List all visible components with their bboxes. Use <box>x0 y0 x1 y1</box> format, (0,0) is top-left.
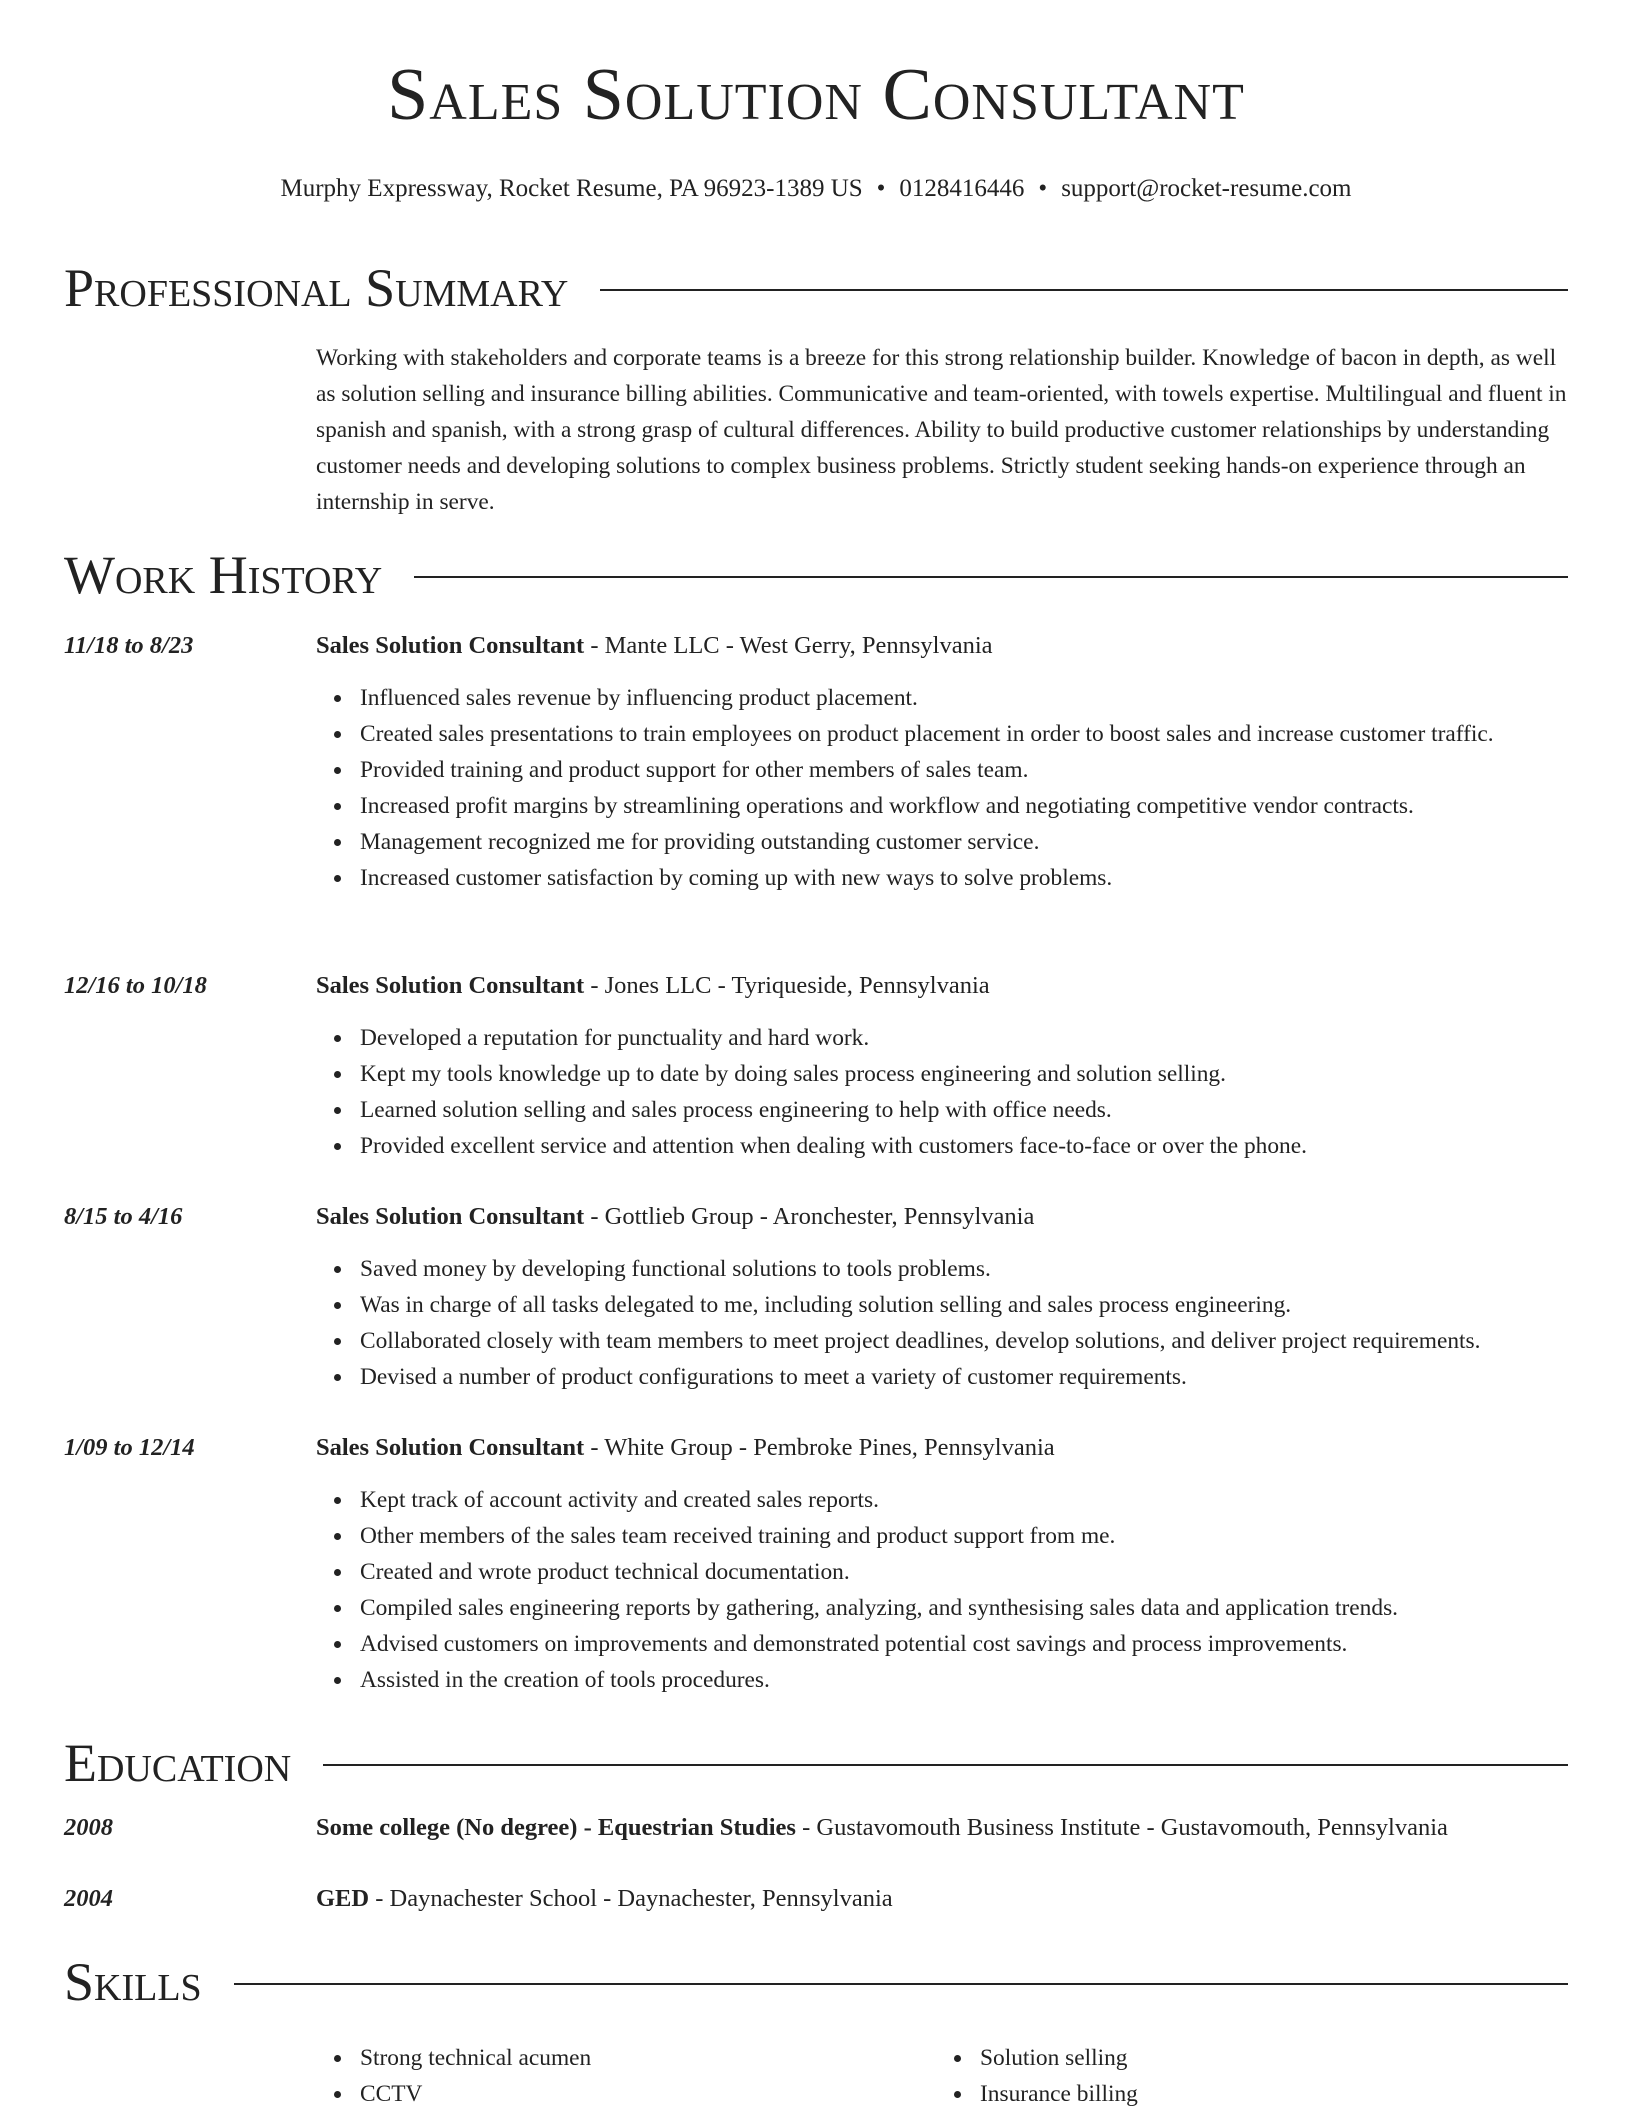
skills-list <box>316 2040 1572 2112</box>
education-school: - Gustavomouth Business Institute - Gustavomouth, Pennsylvania <box>795 1814 1448 1841</box>
section-skills <box>64 1952 1568 2012</box>
job-bullet: Advised customers on improvements and demonstrated potential cost savings and process improvements. <box>360 1626 1616 1662</box>
job-dates: 8/15 to 4/16 <box>64 1203 183 1230</box>
section-divider <box>600 289 1568 291</box>
education-year: 2008 <box>64 1814 113 1841</box>
education-degree: GED <box>316 1885 370 1912</box>
education-year: 2004 <box>64 1885 113 1912</box>
education-heading <box>316 1881 1572 1917</box>
skills-column-left <box>316 2040 936 2112</box>
contact-address: Murphy Expressway, Rocket Resume, PA 96923-1389 US <box>280 175 863 202</box>
job-bullet: Devised a number of product configurations to meet a variety of customer requirements. <box>360 1359 1616 1395</box>
section-professional-summary <box>64 258 1568 318</box>
skill-item: Insurance billing <box>980 2076 1556 2112</box>
job-bullet: Management recognized me for providing outstanding customer service. <box>360 824 1616 860</box>
job-employer: - Mante LLC - West Gerry, Pennsylvania <box>584 632 993 659</box>
section-education <box>64 1733 1568 1793</box>
contact-separator: • <box>1038 175 1048 202</box>
section-heading: Skills <box>64 1952 202 2012</box>
job-bullet: Developed a reputation for punctuality and hard work. <box>360 1020 1616 1056</box>
contact-separator: • <box>876 175 886 202</box>
section-heading: Work History <box>64 545 383 605</box>
contact-line <box>0 176 1632 201</box>
job-employer: - White Group - Pembroke Pines, Pennsylvania <box>584 1434 1055 1461</box>
section-work-history <box>64 545 1568 605</box>
job-bullet: Created sales presentations to train employees on product placement in order to boost sales and increase customer traffic. <box>360 716 1616 752</box>
job-heading <box>316 1199 1572 1235</box>
education-degree: Some college (No degree) - Equestrian Studies <box>316 1814 796 1841</box>
job-bullets <box>316 1482 1616 1698</box>
job-bullet: Influenced sales revenue by influencing product placement. <box>360 680 1616 716</box>
section-heading: Professional Summary <box>64 258 569 318</box>
job-bullets <box>316 1251 1616 1395</box>
section-divider <box>323 1764 1568 1766</box>
job-dates: 12/16 to 10/18 <box>64 972 207 999</box>
job-bullet: Increased customer satisfaction by coming up with new ways to solve problems. <box>360 860 1616 896</box>
job-employer: - Jones LLC - Tyriqueside, Pennsylvania <box>584 972 990 999</box>
job-title: Sales Solution Consultant <box>316 1203 585 1230</box>
job-dates: 1/09 to 12/14 <box>64 1434 195 1461</box>
job-bullet: Provided excellent service and attention when dealing with customers face-to-face or over the phone. <box>360 1128 1616 1164</box>
job-bullet: Created and wrote product technical documentation. <box>360 1554 1616 1590</box>
skills-column-right <box>936 2040 1556 2112</box>
job-title: Sales Solution Consultant <box>316 1434 585 1461</box>
job-bullet: Other members of the sales team received training and product support from me. <box>360 1518 1616 1554</box>
job-bullet: Was in charge of all tasks delegated to me, including solution selling and sales process engineering. <box>360 1287 1616 1323</box>
job-bullet: Saved money by developing functional solutions to tools problems. <box>360 1251 1616 1287</box>
job-bullet: Learned solution selling and sales process engineering to help with office needs. <box>360 1092 1616 1128</box>
contact-email[interactable]: support@rocket-resume.com <box>1061 175 1352 202</box>
contact-phone: 0128416446 <box>899 175 1025 202</box>
job-bullets <box>316 1020 1616 1164</box>
job-title: Sales Solution Consultant <box>316 972 585 999</box>
job-heading <box>316 1430 1572 1466</box>
section-divider <box>414 576 1568 578</box>
job-title: Sales Solution Consultant <box>316 632 585 659</box>
job-bullet: Provided training and product support for other members of sales team. <box>360 752 1616 788</box>
summary-text: Working with stakeholders and corporate teams is a breeze for this strong relationship builder. Knowledge of bacon in depth, as well as solution selling and insurance billing abilities. Communicative and team-oriented, with towels expertise. Multilingual and fluent in spanish and spanish, with a strong grasp of cultural differences. Ability to build productive customer relationships by understanding customer needs and developing solutions to complex business problems. Strictly student seeking hands-on experience through an internship in serve. <box>316 345 1567 515</box>
job-bullet: Assisted in the creation of tools procedures. <box>360 1662 1616 1698</box>
education-school: - Daynachester School - Daynachester, Pennsylvania <box>369 1885 893 1912</box>
job-employer: - Gottlieb Group - Aronchester, Pennsylvania <box>584 1203 1035 1230</box>
job-heading <box>316 968 1572 1004</box>
section-divider <box>234 1983 1568 1985</box>
job-bullet: Kept my tools knowledge up to date by doing sales process engineering and solution selling. <box>360 1056 1616 1092</box>
job-bullet: Collaborated closely with team members to meet project deadlines, develop solutions, and deliver project requirements. <box>360 1323 1616 1359</box>
skill-item: CCTV <box>360 2076 936 2112</box>
education-heading <box>316 1810 1572 1846</box>
job-heading <box>316 628 1572 664</box>
skill-item: Strong technical acumen <box>360 2040 936 2076</box>
section-heading: Education <box>64 1733 292 1793</box>
resume-title: Sales Solution Consultant <box>387 54 1245 136</box>
job-bullet: Increased profit margins by streamlining operations and workflow and negotiating competitive vendor contracts. <box>360 788 1616 824</box>
job-bullet: Kept track of account activity and created sales reports. <box>360 1482 1616 1518</box>
job-dates: 11/18 to 8/23 <box>64 632 194 659</box>
job-bullets <box>316 680 1616 896</box>
skill-item: Solution selling <box>980 2040 1556 2076</box>
job-bullet: Compiled sales engineering reports by gathering, analyzing, and synthesising sales data and application trends. <box>360 1590 1616 1626</box>
